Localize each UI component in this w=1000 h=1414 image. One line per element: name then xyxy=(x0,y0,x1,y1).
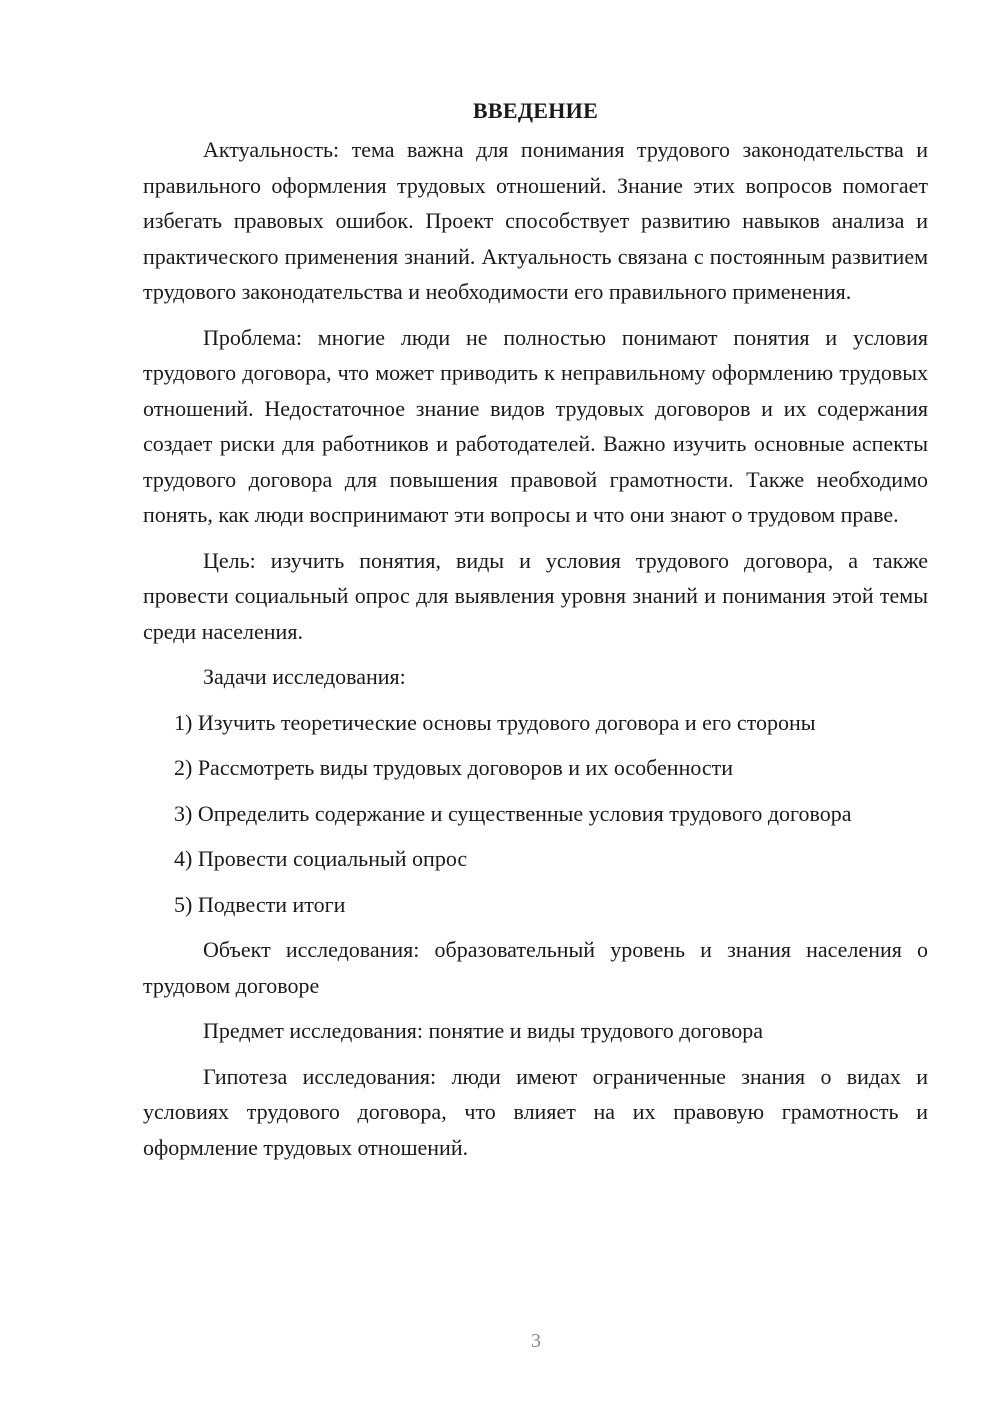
task-item-1: 1) Изучить теоретические основы трудового договора и его стороны xyxy=(174,709,816,735)
paragraph-goal: Цель: изучить понятия, виды и условия трудового договора, а также провести социальный опрос для выявления уровня знаний и понимания этой темы среди населения. xyxy=(143,547,928,644)
tasks-heading: Задачи исследования: xyxy=(203,664,406,689)
paragraph-hypothesis: Гипотеза исследования: люди имеют ограниченные знания о видах и условиях трудового договора, что влияет на их правовую грамотность и оформление трудовых отношений. xyxy=(143,1063,928,1160)
paragraph-object: Объект исследования: образовательный уровень и знания населения о трудовом договоре xyxy=(143,937,928,998)
paragraph-subject: Предмет исследования: понятие и виды трудового договора xyxy=(203,1018,763,1043)
paragraph-problem: Проблема: многие люди не полностью понимают понятия и условия трудового договора, что может приводить к неправильному оформлению трудовых отношений. Недостаточное знание видов трудовых договоров и их содержания создает риски для работников и работодателей. Важно изучить основные аспекты трудового договора для повышения правовой грамотности. Также необходимо понять, как люди воспринимают эти вопросы и что они знают о трудовом праве. xyxy=(143,324,928,527)
page-number: 3 xyxy=(531,1330,541,1352)
document-page xyxy=(143,96,928,1165)
task-item-3: 3) Определить содержание и существенные условия трудового договора xyxy=(174,800,852,826)
task-item-4: 4) Провести социальный опрос xyxy=(174,846,468,871)
task-item-5: 5) Подвести итоги xyxy=(174,891,346,917)
paragraph-relevance: Актуальность: тема важна для понимания трудового законодательства и правильного оформления трудовых отношений. Знание этих вопросов помогает избегать правовых ошибок. Проект способствует развитию навыков анализа и практического применения знаний. Актуальность связана с постоянным развитием трудового законодательства и необходимости его правильного применения. xyxy=(143,137,928,304)
section-title: ВВЕДЕНИЕ xyxy=(472,98,599,123)
task-item-2: 2) Рассмотреть виды трудовых договоров и их особенности xyxy=(174,755,734,780)
